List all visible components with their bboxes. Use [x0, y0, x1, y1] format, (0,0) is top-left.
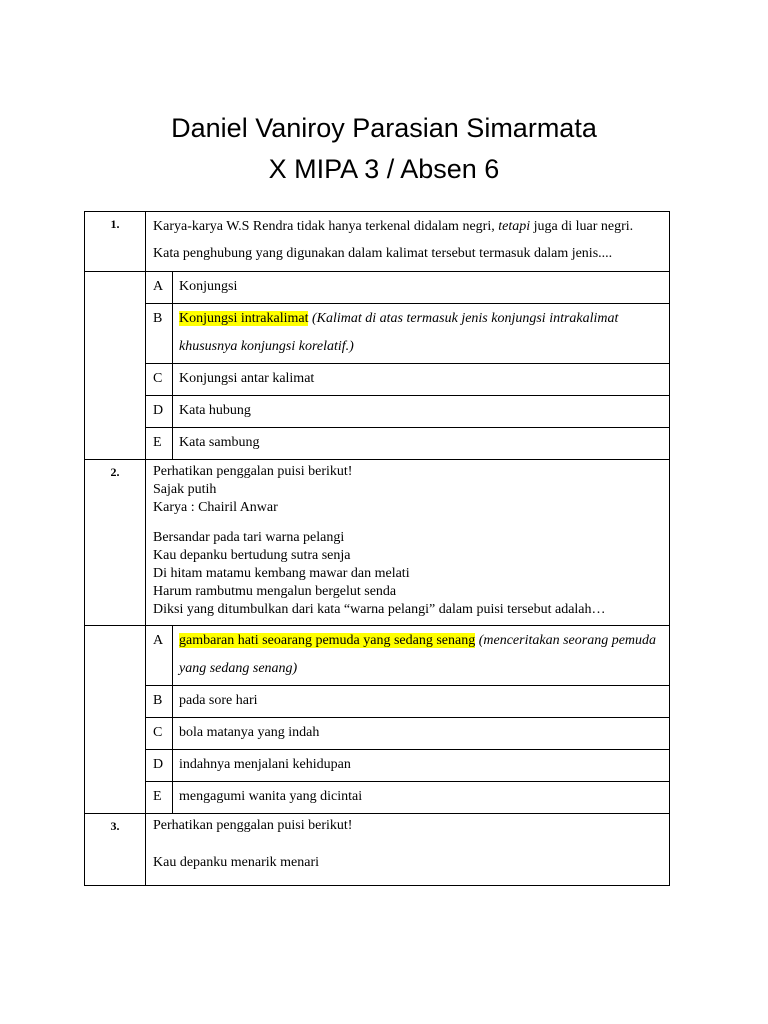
q3-text [146, 814, 670, 886]
student-name: Daniel Vaniroy Parasian Simarmata [171, 113, 597, 143]
q1-options-spacer [85, 272, 146, 460]
option-letter: B [146, 304, 173, 364]
class-info: X MIPA 3 / Absen 6 [268, 154, 500, 184]
option-text: Konjungsi antar kalimat [173, 364, 670, 396]
q1-option-c [85, 364, 670, 396]
q2-row [85, 460, 670, 626]
q2-option-d [85, 750, 670, 782]
option-text [173, 626, 670, 686]
option-letter: E [146, 428, 173, 460]
q1-number: 1. [85, 212, 146, 272]
question-table [84, 211, 670, 886]
answer-note: (menceritakan seorang pemuda yang sedang senang) [179, 633, 657, 676]
option-letter: B [146, 686, 173, 718]
q1-text [146, 212, 670, 272]
option-letter: A [146, 626, 173, 686]
answer-highlight: Konjungsi intrakalimat [179, 311, 309, 326]
poem-line: Kau depanku bertudung sutra senja [153, 548, 351, 563]
poem-author: Karya : Chairil Anwar [153, 500, 278, 515]
q2-text [146, 460, 670, 626]
poem-line: Bersandar pada tari warna pelangi [153, 530, 345, 545]
q1-row [85, 212, 670, 272]
option-text: pada sore hari [173, 686, 670, 718]
option-letter: C [146, 718, 173, 750]
option-letter: D [146, 750, 173, 782]
q2-option-c [85, 718, 670, 750]
q1-option-a [85, 272, 670, 304]
q2-option-e [85, 782, 670, 814]
q1-option-d [85, 396, 670, 428]
option-text [173, 304, 670, 364]
q2-option-b [85, 686, 670, 718]
poem-line: Di hitam matamu kembang mawar dan melati [153, 566, 410, 581]
option-text: mengagumi wanita yang dicintai [173, 782, 670, 814]
q3-number: 3. [85, 814, 146, 886]
option-text: bola matanya yang indah [173, 718, 670, 750]
option-letter: D [146, 396, 173, 428]
option-text: Konjungsi [173, 272, 670, 304]
poem-line: Kau depanku menarik menari [153, 855, 319, 870]
poem-line: Harum rambutmu mengalun bergelut senda [153, 584, 397, 599]
q1-option-b [85, 304, 670, 364]
answer-note: (Kalimat di atas termasuk jenis konjungsi intrakalimat khususnya konjungsi korelatif.) [179, 311, 619, 354]
q1-text-after: juga di luar negri. Kata penghubung yang digunakan dalam kalimat tersebut termasuk dalam jenis.... [153, 219, 634, 261]
q1-text-italic: tetapi [498, 219, 531, 234]
option-text: Kata sambung [173, 428, 670, 460]
option-letter: E [146, 782, 173, 814]
q2-question: Diksi yang ditumbulkan dari kata “warna pelangi” dalam puisi tersebut adalah… [153, 602, 606, 617]
option-text: indahnya menjalani kehidupan [173, 750, 670, 782]
q3-intro: Perhatikan penggalan puisi berikut! [153, 818, 353, 833]
q2-options-spacer [85, 626, 146, 814]
q3-row [85, 814, 670, 886]
q2-option-a [85, 626, 670, 686]
q1-text-before: Karya-karya W.S Rendra tidak hanya terkenal didalam negri, [153, 219, 499, 234]
option-text: Kata hubung [173, 396, 670, 428]
q1-option-e [85, 428, 670, 460]
option-letter: C [146, 364, 173, 396]
q2-number: 2. [85, 460, 146, 626]
answer-highlight: gambaran hati seoarang pemuda yang sedang senang [179, 633, 476, 648]
poem-title: Sajak putih [153, 482, 217, 497]
q2-intro: Perhatikan penggalan puisi berikut! [153, 464, 353, 479]
option-letter: A [146, 272, 173, 304]
